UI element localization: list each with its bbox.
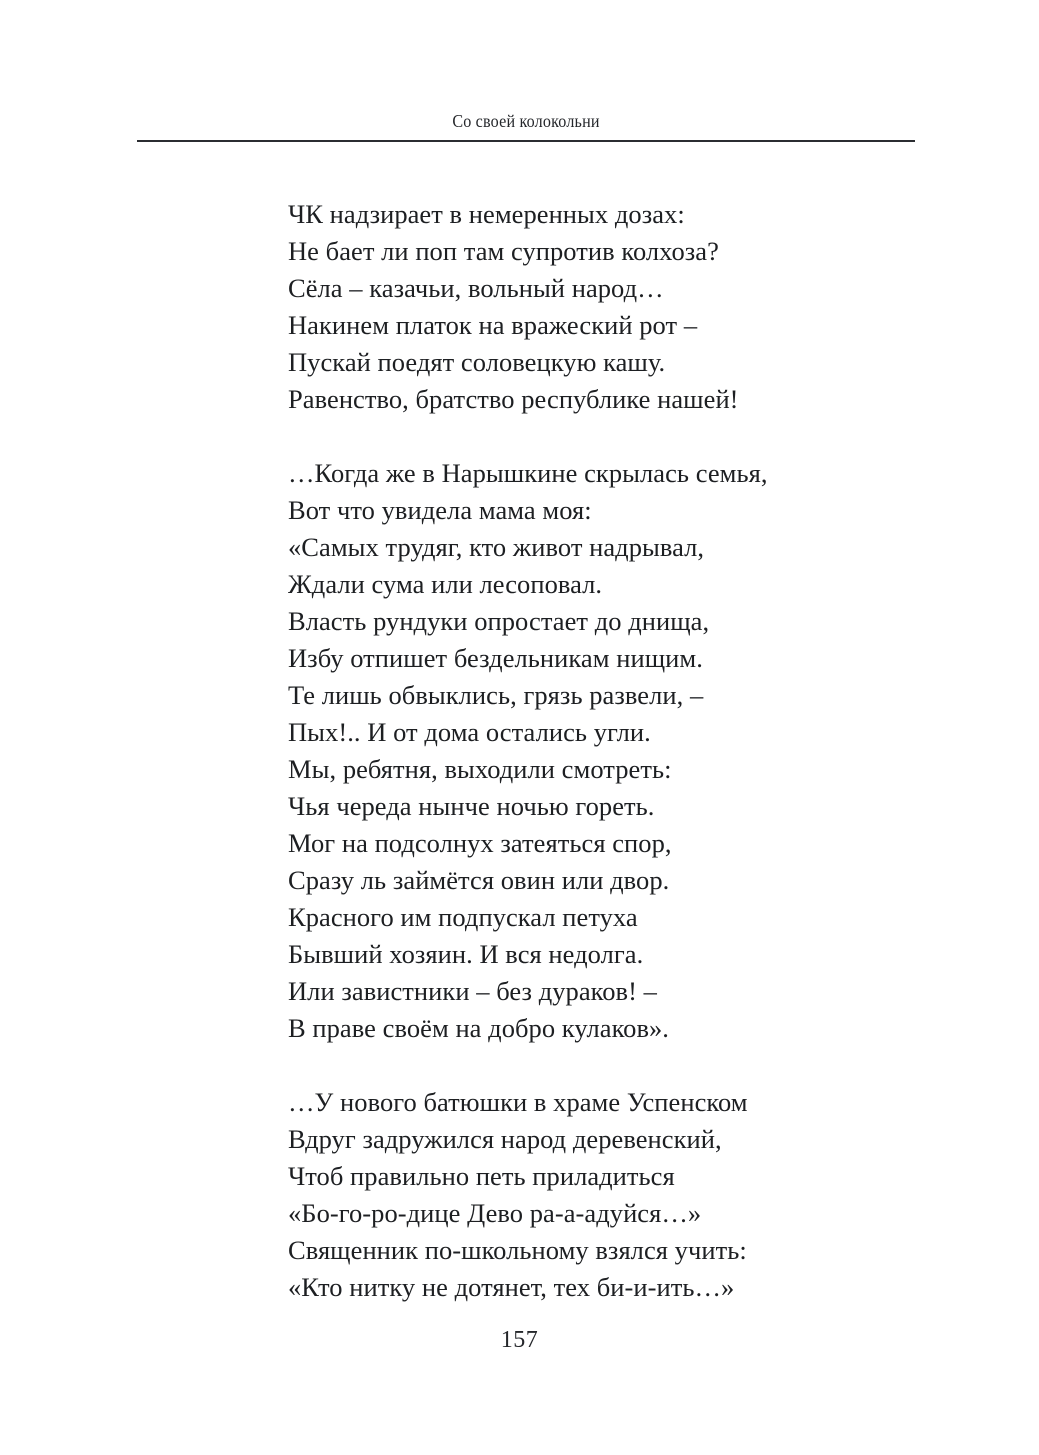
verse-line: Те лишь обвыклись, грязь развели, – — [288, 680, 704, 710]
verse-line: «Самых трудяг, кто живот надрывал, — [288, 532, 705, 562]
verse-line: Пых!.. И от дома остались угли. — [288, 717, 651, 747]
verse-line: Вдруг задружился народ деревенский, — [288, 1124, 722, 1154]
header-divider-rule — [137, 140, 915, 142]
verse-line: «Бо-го-ро-дице Дево ра-а-адуйся…» — [288, 1198, 702, 1228]
verse-line: Красного им подпускал петуха — [288, 902, 638, 932]
stanza — [288, 1084, 948, 1306]
page-number: 157 — [500, 1327, 539, 1353]
verse-line: Не бает ли поп там супротив колхоза? — [288, 236, 719, 266]
verse-line: В праве своём на добро кулаков». — [288, 1013, 669, 1043]
verse-line: Вот что увидела мама моя: — [288, 495, 592, 525]
verse-line: Бывший хозяин. И вся недолга. — [288, 939, 644, 969]
stanza — [288, 196, 948, 418]
verse-line: Сразу ль займётся овин или двор. — [288, 865, 670, 895]
verse-line: Избу отпишет бездельникам нищим. — [288, 643, 703, 673]
verse-line: Священник по-школьному взялся учить: — [288, 1235, 747, 1265]
verse-line: Чтоб правильно петь приладиться — [288, 1161, 675, 1191]
verse-line: Мог на подсолнух затеяться спор, — [288, 828, 672, 858]
verse-line: Ждали сума или лесоповал. — [288, 569, 603, 599]
verse-line: Или завистники – без дураков! – — [288, 976, 657, 1006]
verse-line: Равенство, братство республике нашей! — [288, 384, 739, 414]
verse-line: …У нового батюшки в храме Успенском — [288, 1087, 748, 1117]
verse-line: Мы, ребятня, выходили смотреть: — [288, 754, 672, 784]
verse-line: Власть рундуки опростает до днища, — [288, 606, 710, 636]
verse-line: Накинем платок на вражеский рот – — [288, 310, 698, 340]
verse-line: Чья череда нынче ночью гореть. — [288, 791, 655, 821]
page-header — [137, 112, 915, 142]
verse-line: Сёла – казачьи, вольный народ… — [288, 273, 664, 303]
poem-body — [288, 196, 948, 1306]
running-header-title: Со своей колокольни — [452, 111, 600, 131]
verse-line: Пускай поедят соловецкую кашу. — [288, 347, 666, 377]
verse-line: ЧК надзирает в немеренных дозах: — [288, 199, 685, 229]
stanza — [288, 455, 948, 1047]
verse-line: «Кто нитку не дотянет, тех би-и-ить…» — [288, 1272, 735, 1302]
verse-line: …Когда же в Нарышкине скрылась семья, — [288, 458, 768, 488]
